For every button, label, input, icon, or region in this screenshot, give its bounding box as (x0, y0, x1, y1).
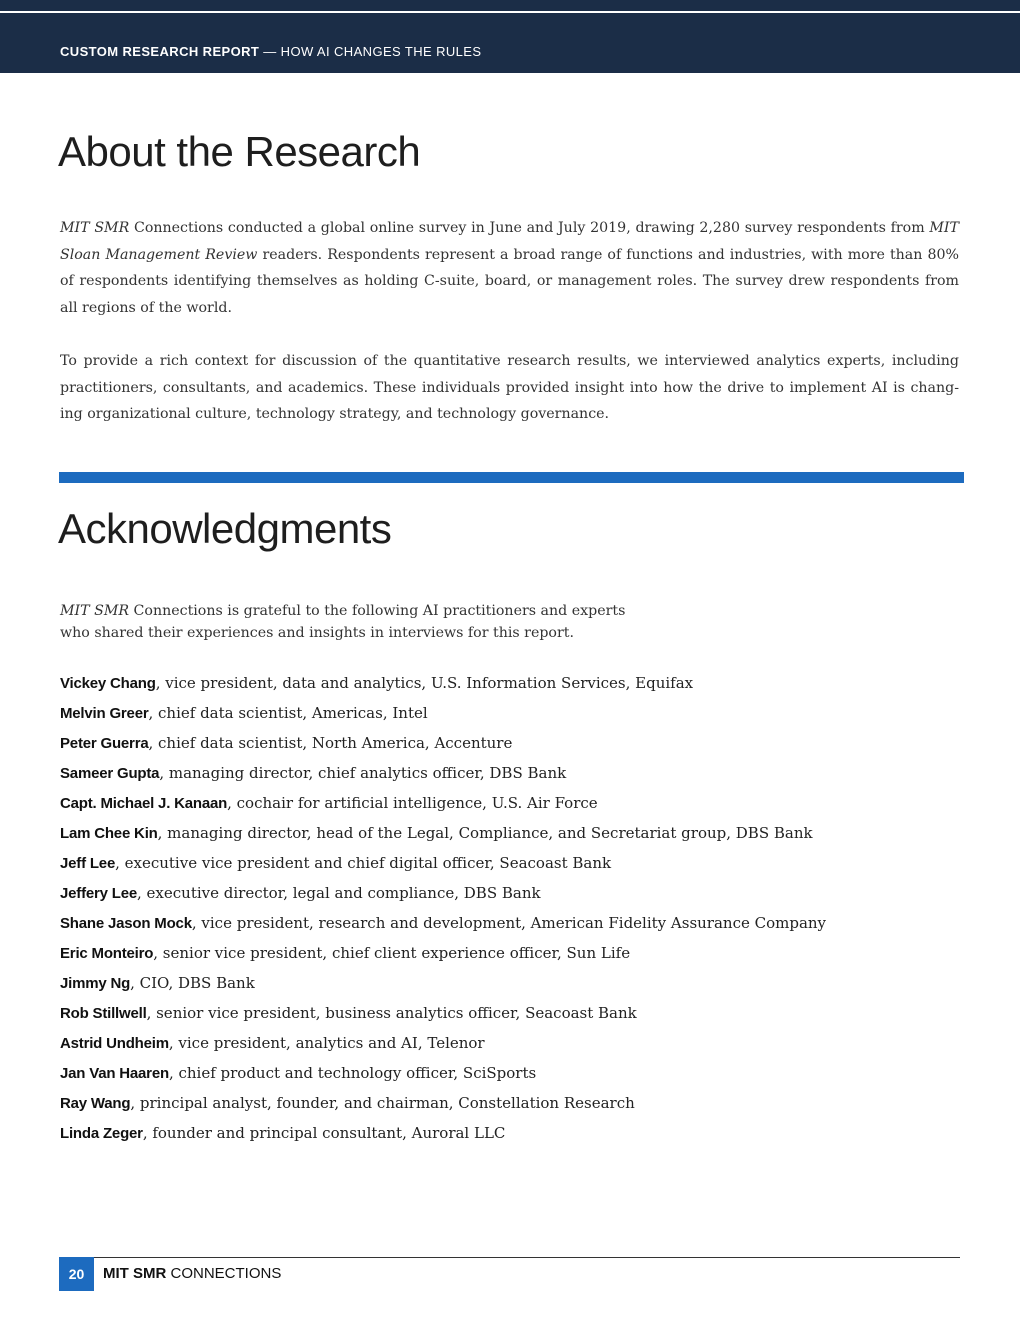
list-item (60, 700, 826, 730)
header-rule (0, 11, 1020, 13)
person-name: Ray Wang (60, 1095, 131, 1112)
footer-brand (103, 1265, 281, 1282)
acknowledgments-intro (60, 600, 660, 644)
person-role: , CIO, DBS Bank (130, 974, 255, 992)
person-name: Lam Chee Kin (60, 825, 158, 842)
acknowledgments-list (60, 670, 826, 1150)
intro-line-1: Connections is grateful to the following AI practitioners and experts (129, 603, 626, 619)
person-name: Shane Jason Mock (60, 915, 192, 932)
about-title: About the Research (58, 128, 421, 175)
section-divider (59, 472, 964, 483)
person-role: , principal analyst, founder, and chairman, Constellation Research (130, 1094, 635, 1112)
report-label: CUSTOM RESEARCH REPORT (60, 44, 260, 59)
intro-line-2: who shared their experiences and insights in interviews for this report. (60, 625, 574, 641)
list-item (60, 850, 826, 880)
person-name: Jeffery Lee (60, 885, 138, 902)
list-item (60, 1060, 826, 1090)
person-role: , senior vice president, chief client experience officer, Sun Life (153, 944, 631, 962)
publication-name: MIT Sloan Management Review (60, 220, 959, 263)
person-role: , chief data scientist, North America, Accenture (148, 734, 513, 752)
person-name: Sameer Gupta (60, 765, 160, 782)
list-item (60, 790, 826, 820)
person-name: Jeff Lee (60, 855, 116, 872)
list-item (60, 1120, 826, 1150)
person-role: , cochair for artificial intelligence, U.S. Air Force (227, 794, 598, 812)
header-band (0, 0, 1020, 73)
person-role: , vice president, data and analytics, U.S. Information Services, Equifax (155, 674, 694, 692)
person-role: , founder and principal consultant, Auroral LLC (142, 1124, 506, 1142)
person-role: , chief product and technology officer, SciSports (168, 1064, 537, 1082)
about-paragraph-1 (60, 215, 959, 321)
page-number: 20 (59, 1257, 94, 1291)
person-role: , chief data scientist, Americas, Intel (148, 704, 428, 722)
person-name: Rob Stillwell (60, 1005, 147, 1022)
list-item (60, 940, 826, 970)
person-role: , senior vice president, business analytics officer, Seacoast Bank (146, 1004, 637, 1022)
list-item (60, 1030, 826, 1060)
person-name: Melvin Greer (60, 705, 149, 722)
about-p1-text-b: readers. Respondents represent a broad range of functions and industries, with more than 80% of respondents identifying themselves as holding C-suite, board, or management roles. The survey drew respondents from all regions of the world. (60, 246, 959, 316)
brand-bold: MIT SMR (103, 1265, 167, 1282)
list-item (60, 730, 826, 760)
report-subtitle: HOW AI CHANGES THE RULES (280, 44, 482, 59)
running-header (60, 44, 481, 59)
person-role: , managing director, head of the Legal, Compliance, and Secretariat group, DBS Bank (157, 824, 813, 842)
person-name: Jan Van Haaren (60, 1065, 169, 1082)
list-item (60, 670, 826, 700)
person-role: , executive vice president and chief digital officer, Seacoast Bank (115, 854, 612, 872)
publication-name: MIT SMR (60, 603, 130, 619)
header-separator: — (263, 44, 277, 59)
brand-rest: CONNECTIONS (170, 1265, 282, 1282)
person-role: , executive director, legal and compliance, DBS Bank (137, 884, 541, 902)
list-item (60, 910, 826, 940)
publication-name: MIT SMR (60, 220, 130, 236)
person-name: Linda Zeger (60, 1125, 143, 1142)
list-item (60, 820, 826, 850)
footer-rule (59, 1257, 960, 1258)
about-paragraph-2: To provide a rich context for discussion of the quantitative research results, we interviewed analytics experts, including practitioners, consultants, and academics. These individuals provided insight into how the drive to implement AI is chang-ing organizational culture, technology strategy, and technology governance. (60, 353, 959, 423)
person-role: , managing director, chief analytics officer, DBS Bank (159, 764, 567, 782)
acknowledgments-title: Acknowledgments (58, 505, 392, 552)
list-item (60, 760, 826, 790)
person-name: Jimmy Ng (60, 975, 131, 992)
list-item (60, 880, 826, 910)
person-name: Astrid Undheim (60, 1035, 169, 1052)
about-p1-text-a: Connections conducted a global online survey in June and July 2019, drawing 2,280 survey respondents from (129, 220, 930, 236)
list-item (60, 970, 826, 1000)
person-role: , vice president, analytics and AI, Telenor (168, 1034, 485, 1052)
person-name: Peter Guerra (60, 735, 149, 752)
list-item (60, 1000, 826, 1030)
person-name: Vickey Chang (60, 675, 156, 692)
person-name: Eric Monteiro (60, 945, 154, 962)
person-role: , vice president, research and development, American Fidelity Assurance Company (191, 914, 827, 932)
person-name: Capt. Michael J. Kanaan (60, 795, 228, 812)
list-item (60, 1090, 826, 1120)
